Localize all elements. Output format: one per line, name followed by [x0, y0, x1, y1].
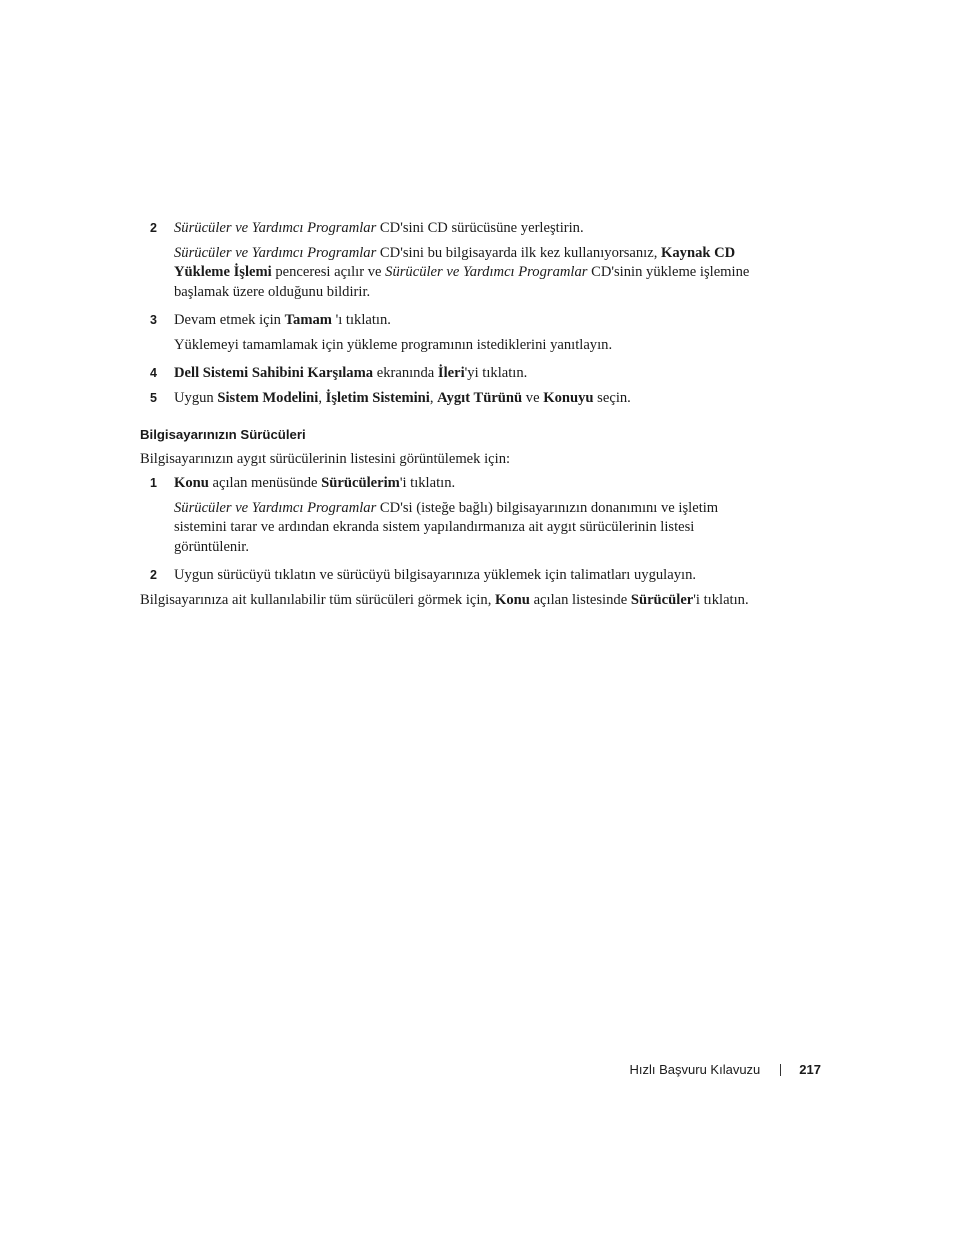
step-text: Dell Sistemi Sahibini Karşılama ekranında İleri'yi tıklatın.: [174, 365, 528, 381]
step-note: Sürücüler ve Yardımcı Programlar CD'si (isteğe bağlı) bilgisayarınızın donanımını ve işletim sistemini tarar ve ardından ekranda sistem yapılandırmanıza ait aygıt sürücülerinin listesi görüntülenir.: [174, 499, 719, 555]
footer-title: Hızlı Başvuru Kılavuzu: [629, 1062, 761, 1077]
step-number: 1: [150, 476, 157, 490]
closing-paragraph: Bilgisayarınıza ait kullanılabilir tüm sürücüleri görmek için, Konu açılan listesinde Sürücüler'i tıklatın.: [140, 591, 749, 608]
step-welcome-next: [140, 364, 760, 384]
page-footer: [630, 1061, 821, 1079]
step-text: Uygun sürücüyü tıklatın ve sürücüyü bilgisayarınıza yüklemek için talimatları uygulayın.: [174, 567, 697, 583]
step-note: Yüklemeyi tamamlamak için yükleme programının istediklerini yanıtlayın.: [174, 336, 613, 353]
step-note: Sürücüler ve Yardımcı Programlar CD'sini bu bilgisayarda ilk kez kullanıyorsanız, Kaynak CD Yükleme İşlemi penceresi açılır ve Sürücüler ve Yardımcı Programlar CD'sinin yükleme işlemine başlamak üzere olduğunu bildirir.: [174, 244, 750, 300]
step-number: 2: [150, 221, 157, 235]
step-text: Konu açılan menüsünde Sürücülerim'i tıklatın.: [174, 475, 456, 491]
footer-divider: [780, 1064, 781, 1076]
step-select-drivers: [140, 474, 760, 557]
section-intro: Bilgisayarınızın aygıt sürücülerinin listesini görüntülemek için:: [140, 450, 511, 467]
step-number: 3: [150, 313, 157, 327]
section-heading: Bilgisayarınızın Sürücüleri: [140, 427, 306, 442]
page-number: 217: [799, 1062, 821, 1077]
page-body: [140, 219, 760, 610]
step-text: Devam etmek için Tamam 'ı tıklatın.: [174, 312, 391, 328]
step-insert-cd: [140, 219, 760, 302]
step-number: 4: [150, 366, 157, 380]
step-text: Uygun Sistem Modelini, İşletim Sistemini, Aygıt Türünü ve Konuyu seçin.: [174, 389, 631, 406]
step-install-driver: [140, 566, 760, 586]
step-select-options: [140, 389, 760, 409]
step-number: 5: [150, 390, 157, 405]
step-text: Sürücüler ve Yardımcı Programlar CD'sini CD sürücüsüne yerleştirin.: [174, 220, 584, 236]
step-click-ok: [140, 311, 760, 355]
cd-name: Sürücüler ve Yardımcı Programlar: [174, 220, 377, 236]
step-number: 2: [150, 568, 157, 582]
